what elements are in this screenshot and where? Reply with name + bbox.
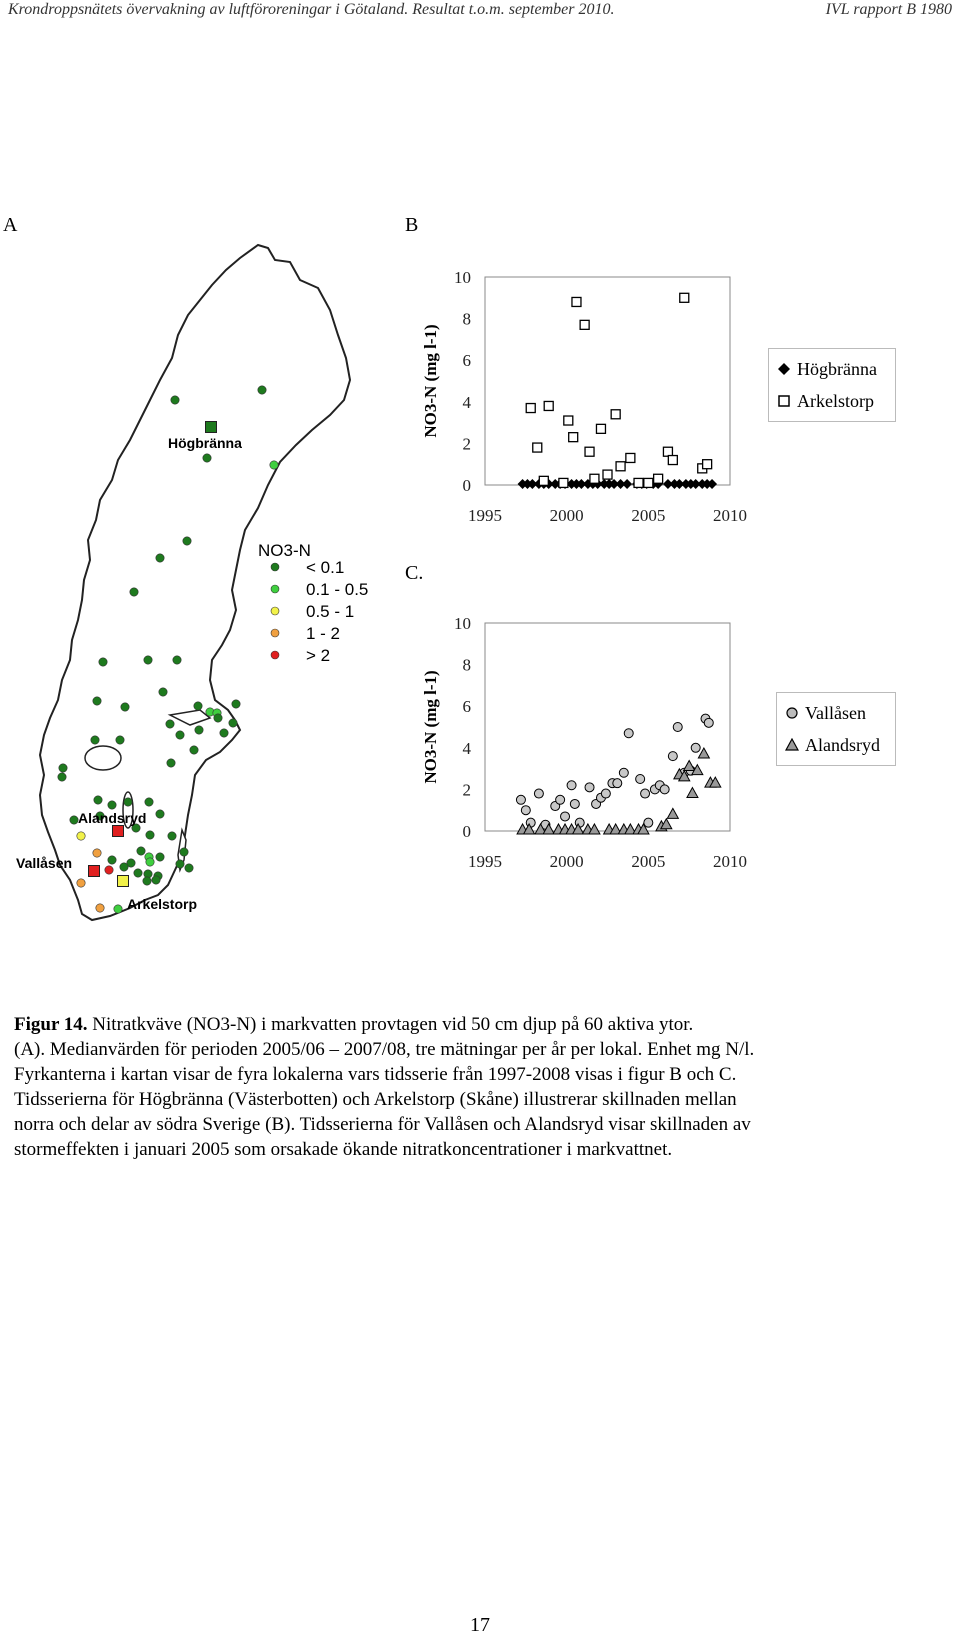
monitoring-site-dot [258, 386, 266, 394]
highlighted-site-square [118, 876, 129, 887]
data-point [616, 462, 625, 471]
triangle-icon [785, 738, 799, 752]
header-title: Krondroppsnätets övervakning av luftföroreningar i Götaland. Resultat t.o.m. september 2010. [8, 1, 615, 18]
monitoring-site-dot [152, 876, 160, 884]
monitoring-site-dot [176, 860, 184, 868]
monitoring-site-dot [232, 700, 240, 708]
legend-item-hogbranna [777, 353, 887, 385]
data-point [603, 470, 612, 479]
chart-b-legend [768, 348, 896, 422]
caption-line-1: Nitratkväve (NO3-N) i markvatten provtagen vid 50 cm djup på 60 aktiva ytor. [87, 1014, 694, 1035]
map-legend-label: 1 - 2 [306, 624, 341, 643]
monitoring-site-dot [173, 656, 181, 664]
monitoring-site-dot [134, 869, 142, 877]
map-legend-row [271, 558, 344, 577]
data-point [668, 456, 677, 465]
running-header [8, 0, 952, 24]
monitoring-site-dot [99, 658, 107, 666]
square-icon [777, 394, 791, 408]
y-tick-label: 4 [462, 738, 471, 758]
y-axis-label: NO3-N (mg l-1) [421, 670, 440, 784]
legend-item-vallasen [785, 697, 887, 729]
data-point [580, 320, 589, 329]
monitoring-site-dot [156, 853, 164, 861]
monitoring-site-dot [93, 849, 101, 857]
caption-line-5: norra och delar av södra Sverige (B). Tidsserierna för Vallåsen och Alandsryd visar skillnaden av [14, 1114, 751, 1135]
monitoring-site-dot [214, 714, 222, 722]
caption-line-4: Tidsserierna för Högbränna (Västerbotten) och Arkelstorp (Skåne) illustrerar skillnaden mellan [14, 1089, 737, 1110]
x-tick-label: 2005 [631, 506, 666, 525]
y-tick-label: 2 [462, 780, 471, 800]
monitoring-site-dot [96, 904, 104, 912]
legend-dot-icon [271, 651, 279, 659]
data-point [539, 476, 548, 485]
monitoring-site-dot [58, 773, 66, 781]
highlighted-site-square [206, 422, 217, 433]
data-point [572, 297, 581, 306]
legend-label-vallasen: Vallåsen [805, 702, 866, 723]
chart-c-vallasen-alandsryd [410, 608, 760, 880]
data-point [570, 799, 579, 808]
highlighted-site-square [89, 866, 100, 877]
data-point [556, 795, 565, 804]
monitoring-site-dot [176, 731, 184, 739]
data-point [619, 768, 628, 777]
monitoring-site-dot [194, 702, 202, 710]
data-point [516, 795, 525, 804]
data-point [569, 433, 578, 442]
chart-b-hogbranna-arkelstorp [410, 262, 760, 534]
data-point [559, 478, 568, 487]
map-legend-row [271, 624, 340, 643]
data-point [626, 453, 635, 462]
map-legend-title: NO3-N [258, 541, 311, 560]
caption-line-3: Fyrkanterna i kartan visar de fyra lokalerna vars tidsserie från 1997-2008 visas i figur B och C. [14, 1064, 737, 1085]
y-tick-label: 0 [462, 822, 471, 841]
monitoring-site-dot [156, 810, 164, 818]
monitoring-site-dot [77, 879, 85, 887]
chart-c-legend [776, 692, 896, 766]
legend-label-hogbranna: Högbränna [797, 358, 877, 379]
monitoring-site-dot [121, 703, 129, 711]
figure-caption [14, 1012, 944, 1162]
data-point [624, 729, 633, 738]
site-label-arkelstorp: Arkelstorp [127, 896, 198, 912]
monitoring-site-dot [70, 816, 78, 824]
monitoring-site-dot [91, 736, 99, 744]
monitoring-site-dot [105, 866, 113, 874]
data-point [644, 818, 653, 827]
page-number: 17 [470, 1614, 490, 1636]
data-point [521, 806, 530, 815]
caption-line-2: (A). Medianvärden för perioden 2005/06 – 2007/08, tre mätningar per år per lokal. Enhet mg N/l. [14, 1039, 755, 1060]
data-point [564, 416, 573, 425]
monitoring-site-dot [166, 720, 174, 728]
data-point [641, 789, 650, 798]
site-label-alandsryd: Alandsryd [78, 810, 147, 826]
data-point [533, 443, 542, 452]
y-tick-label: 2 [462, 434, 471, 454]
monitoring-site-dot [77, 832, 85, 840]
data-point [601, 789, 610, 798]
legend-dot-icon [271, 585, 279, 593]
y-tick-label: 0 [462, 476, 471, 495]
panel-label-a: A [3, 214, 18, 236]
map-legend-label: 0.1 - 0.5 [306, 580, 369, 599]
monitoring-site-dot [144, 656, 152, 664]
monitoring-site-dot [130, 588, 138, 596]
y-tick-label: 6 [462, 697, 471, 717]
monitoring-site-dot [180, 848, 188, 856]
data-point [660, 785, 669, 794]
legend-label-arkelstorp: Arkelstorp [797, 390, 874, 411]
data-point [636, 775, 645, 784]
data-point [596, 424, 605, 433]
data-point [644, 478, 653, 487]
map-legend [258, 541, 368, 665]
monitoring-site-dot [159, 688, 167, 696]
monitoring-site-dot [124, 798, 132, 806]
monitoring-site-dot [108, 801, 116, 809]
y-tick-label: 8 [462, 309, 471, 329]
data-point [704, 718, 713, 727]
circle-icon [785, 706, 799, 720]
data-point [590, 474, 599, 483]
legend-item-arkelstorp [777, 385, 887, 417]
sweden-map [0, 240, 400, 930]
monitoring-site-dot [59, 764, 67, 772]
caption-line-6: stormeffekten i januari 2005 som orsakade ökande nitratkoncentrationer i markvattnet. [14, 1139, 673, 1160]
monitoring-site-dot [171, 396, 179, 404]
data-point [534, 789, 543, 798]
monitoring-site-dot [120, 863, 128, 871]
monitoring-site-dot [146, 831, 154, 839]
x-tick-label: 2010 [713, 852, 747, 871]
x-tick-label: 2010 [713, 506, 747, 525]
site-label-vallasen: Vallåsen [16, 855, 73, 871]
data-point [654, 474, 663, 483]
monitoring-site-dot [94, 796, 102, 804]
data-point [680, 293, 689, 302]
x-tick-label: 2000 [549, 852, 584, 871]
monitoring-site-dot [93, 697, 101, 705]
legend-dot-icon [271, 607, 279, 615]
monitoring-site-dot [229, 719, 237, 727]
highlighted-site-square [113, 826, 124, 837]
site-label-hogbranna: Högbränna [168, 435, 242, 451]
caption-lead: Figur 14. [14, 1014, 88, 1035]
monitoring-site-dot [203, 454, 211, 462]
monitoring-site-dot [195, 726, 203, 734]
x-tick-label: 1995 [468, 852, 502, 871]
monitoring-site-dot [145, 798, 153, 806]
x-tick-label: 1995 [468, 506, 502, 525]
monitoring-site-dot [116, 736, 124, 744]
map-legend-label: < 0.1 [306, 558, 345, 577]
data-point [585, 783, 594, 792]
map-legend-label: > 2 [306, 646, 331, 665]
monitoring-site-dot [270, 461, 278, 469]
data-point [561, 812, 570, 821]
data-point [567, 781, 576, 790]
data-point [673, 723, 682, 732]
data-point [613, 779, 622, 788]
monitoring-site-dot [185, 864, 193, 872]
lake-vanern [85, 746, 121, 770]
monitoring-site-dot [220, 729, 228, 737]
legend-dot-icon [271, 563, 279, 571]
monitoring-site-dot [108, 856, 116, 864]
monitoring-site-dot [114, 905, 122, 913]
data-point [668, 752, 677, 761]
data-point [611, 410, 620, 419]
monitoring-site-dot [183, 537, 191, 545]
data-point [663, 447, 672, 456]
legend-label-alandsryd: Alandsryd [805, 734, 880, 755]
panel-label-b: B [405, 214, 419, 236]
data-point [691, 743, 700, 752]
map-legend-row [271, 646, 330, 665]
legend-dot-icon [271, 629, 279, 637]
y-tick-label: 10 [454, 268, 471, 287]
monitoring-site-dot [137, 847, 145, 855]
y-tick-label: 4 [462, 392, 471, 412]
monitoring-site-dot [168, 832, 176, 840]
y-tick-label: 10 [454, 614, 471, 633]
x-tick-label: 2005 [631, 852, 666, 871]
header-report-id: IVL rapport B 1980 [825, 1, 952, 18]
monitoring-site-dot [167, 759, 175, 767]
plot-area [485, 277, 730, 485]
map-legend-row [271, 602, 354, 621]
x-tick-label: 2000 [549, 506, 584, 525]
monitoring-site-dot [156, 554, 164, 562]
data-point [585, 447, 594, 456]
map-legend-row [271, 580, 368, 599]
monitoring-site-dot [190, 746, 198, 754]
data-point [544, 401, 553, 410]
data-point [634, 478, 643, 487]
data-point [703, 460, 712, 469]
data-point [526, 404, 535, 413]
legend-item-alandsryd [785, 729, 887, 761]
monitoring-site-dot [143, 877, 151, 885]
y-axis-label: NO3-N (mg l-1) [421, 324, 440, 438]
diamond-icon [777, 362, 791, 376]
y-tick-label: 6 [462, 351, 471, 371]
y-tick-label: 8 [462, 655, 471, 675]
monitoring-site-dot [146, 858, 154, 866]
map-legend-label: 0.5 - 1 [306, 602, 355, 621]
panel-label-c: C. [405, 562, 424, 584]
